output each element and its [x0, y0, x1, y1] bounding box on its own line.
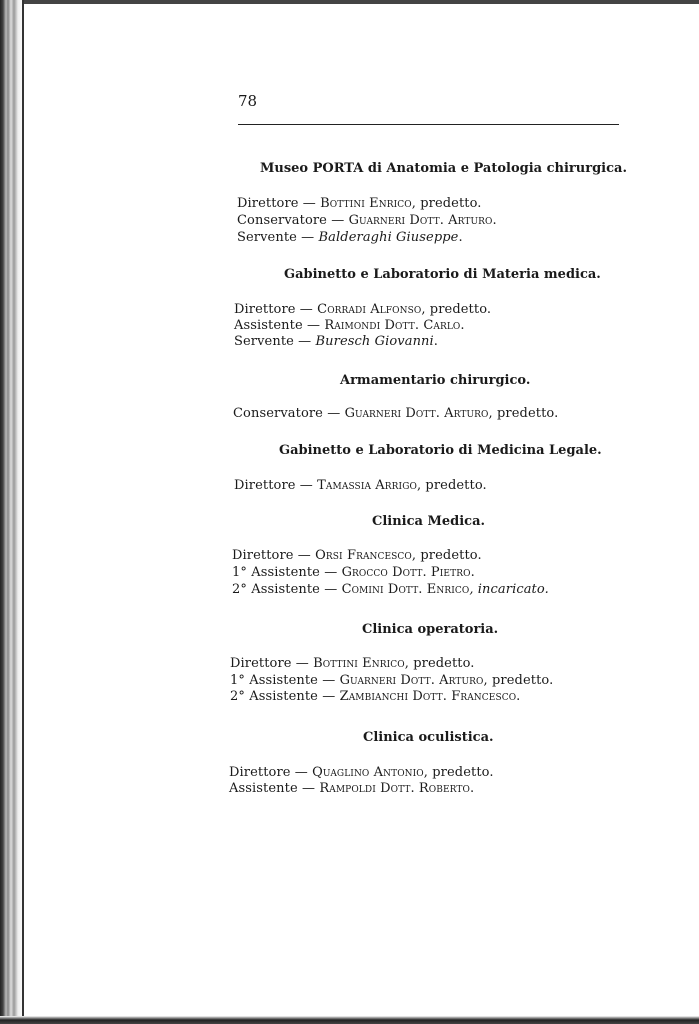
entry-separator: —	[319, 565, 342, 580]
entry-role: Direttore	[229, 765, 291, 780]
entry-role: 2° Assistente	[232, 582, 320, 597]
entry-line	[234, 478, 487, 493]
entry-name: Orsi Francesco	[315, 548, 412, 563]
entry-note: , predetto.	[488, 406, 559, 421]
entry-line	[229, 765, 494, 780]
spine-edge-line	[22, 0, 24, 1024]
entry-separator: —	[293, 548, 316, 563]
entry-name: Bottini Enrico	[320, 196, 412, 211]
entry-note: , predetto.	[411, 196, 482, 211]
entry-note: .	[458, 230, 463, 245]
entry-note: .	[470, 565, 475, 580]
entry-name: Guarneri Dott. Arturo	[348, 213, 493, 228]
entry-separator: —	[326, 213, 349, 228]
entry-note: , predetto.	[483, 673, 554, 688]
entry-note: .	[460, 318, 465, 333]
page-bottom-edge	[0, 1016, 699, 1024]
entry-name: Comini Dott. Enrico	[341, 582, 470, 597]
section-title: Gabinetto e Laboratorio di Materia medica.	[284, 267, 601, 282]
entry-line	[230, 656, 475, 671]
entry-line	[237, 230, 463, 245]
entry-separator: —	[298, 196, 321, 211]
entry-role: Servente	[237, 230, 297, 245]
entry-separator: —	[322, 406, 345, 421]
section-title: Museo PORTA di Anatomia e Patologia chirurgica.	[260, 161, 627, 176]
entry-name: Tamassia Arrigo	[317, 478, 417, 493]
entry-name: Balderaghi Giuseppe	[318, 230, 459, 245]
entry-name: Guarneri Dott. Arturo	[339, 673, 484, 688]
entry-name: Raimondi Dott. Carlo	[324, 318, 461, 333]
entry-note: .	[492, 213, 497, 228]
entry-role: Direttore	[230, 656, 292, 671]
entry-line	[234, 318, 465, 333]
entry-line	[232, 548, 482, 563]
entry-separator: —	[295, 302, 318, 317]
section-title: Clinica Medica.	[372, 514, 486, 529]
entry-note: .	[433, 334, 439, 349]
entry-line	[229, 781, 474, 796]
entry-role: Assistente	[234, 318, 303, 333]
entry-name: Rampoldi Dott. Roberto	[319, 781, 470, 796]
entry-line	[232, 582, 549, 597]
entry-role: Direttore	[234, 302, 296, 317]
page-top-edge	[0, 0, 699, 4]
entry-name: Bottini Enrico	[313, 656, 405, 671]
entry-separator: —	[302, 318, 325, 333]
section-title: Armamentario chirurgico.	[340, 373, 531, 388]
book-spine	[0, 0, 24, 1024]
entry-note: , incaricato.	[469, 582, 549, 597]
entry-line	[230, 689, 520, 704]
entry-role: 1° Assistente	[232, 565, 320, 580]
entry-separator: —	[297, 781, 320, 796]
section-title: Clinica operatoria.	[362, 622, 499, 637]
entry-role: Direttore	[237, 196, 299, 211]
entry-separator: —	[291, 656, 314, 671]
entry-note: , predetto.	[423, 765, 494, 780]
entry-separator: —	[296, 230, 319, 245]
entry-role: Servente	[234, 334, 294, 349]
entry-line	[237, 213, 497, 228]
page-number: 78	[238, 92, 258, 110]
entry-line	[232, 565, 475, 580]
entry-line	[234, 302, 491, 317]
entry-separator: —	[319, 582, 342, 597]
entry-separator: —	[317, 673, 340, 688]
entry-line	[233, 406, 558, 421]
entry-note: , predetto.	[411, 548, 482, 563]
entry-separator: —	[293, 334, 316, 349]
entry-note: , predetto.	[416, 478, 487, 493]
entry-note: , predetto.	[421, 302, 492, 317]
entry-note: .	[469, 781, 475, 796]
entry-line	[234, 334, 438, 349]
entry-name: Grocco Dott. Pietro	[341, 565, 471, 580]
entry-name: Buresch Giovanni	[315, 334, 434, 349]
section-title: Clinica oculistica.	[363, 730, 494, 745]
entry-separator: —	[290, 765, 313, 780]
entry-role: 2° Assistente	[230, 689, 318, 704]
entry-name: Quaglino Antonio	[312, 765, 424, 780]
entry-name: Guarneri Dott. Arturo	[344, 406, 489, 421]
entry-role: Direttore	[234, 478, 296, 493]
entry-line	[230, 673, 553, 688]
entry-role: Conservatore	[233, 406, 323, 421]
entry-role: 1° Assistente	[230, 673, 318, 688]
entry-role: Direttore	[232, 548, 294, 563]
entry-separator: —	[317, 689, 340, 704]
section-title: Gabinetto e Laboratorio di Medicina Legale.	[279, 443, 602, 458]
entry-note: .	[516, 689, 521, 704]
entry-separator: —	[295, 478, 318, 493]
entry-name: Zambianchi Dott. Francesco	[339, 689, 517, 704]
entry-note: , predetto.	[404, 656, 475, 671]
entry-role: Conservatore	[237, 213, 327, 228]
header-rule	[238, 124, 619, 125]
entry-name: Corradi Alfonso	[317, 302, 422, 317]
entry-line	[237, 196, 482, 211]
entry-role: Assistente	[229, 781, 298, 796]
